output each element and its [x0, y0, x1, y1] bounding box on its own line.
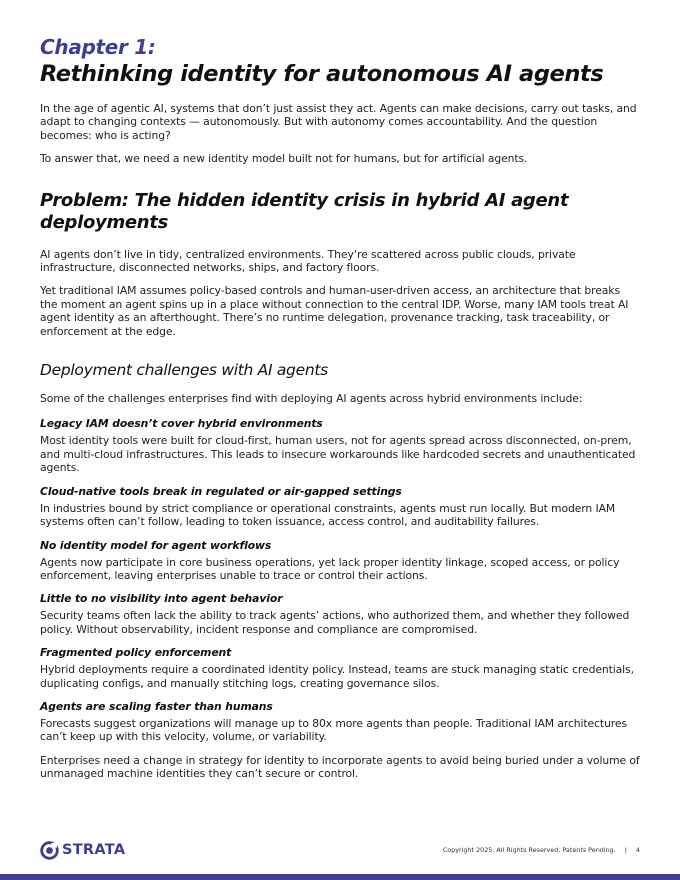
challenge-text: Security teams often lack the ability to track agents’ actions, who authorized them, and whether they followed policy. Without observability, incident response and compliance are compromised. — [40, 609, 630, 636]
closing-paragraph: Enterprises need a change in strategy for identity to incorporate agents to avoid being buried under a volume of unmanaged machine identities they can’t secure or control. — [40, 753, 640, 781]
challenge-text: Most identity tools were built for cloud-first, human users, not for agents spread across disconnected, on-prem, and multi-cloud infrastructures. This leads to insecure workarounds like hardcoded secrets and unauthenticated agents. — [40, 434, 636, 475]
intro-paragraph: To answer that, we need a new identity model built not for humans, but for artificial agents. — [40, 152, 528, 166]
deployment-heading: Deployment challenges with AI agents — [40, 361, 328, 380]
problem-heading: Problem: The hidden identity crisis in hybrid AI agent deployments — [40, 189, 569, 233]
challenge-title: No identity model for agent workflows — [40, 538, 272, 552]
challenge-item — [40, 485, 640, 529]
challenge-title: Agents are scaling faster than humans — [40, 699, 273, 713]
problem-paragraph: AI agents don’t live in tidy, centralized environments. They’re scattered across public clouds, private infrastructure, disconnected networks, ships, and factory floors. — [40, 247, 576, 275]
challenge-title: Legacy IAM doesn’t cover hybrid environments — [40, 417, 323, 431]
challenge-text: Hybrid deployments require a coordinated identity policy. Instead, teams are stuck managing static credentials, duplicating configs, and manually stitching logs, creating governance silos. — [40, 663, 634, 690]
copyright-text: Copyright 2025. All Rights Reserved, Patents Pending. — [442, 846, 616, 854]
challenge-item — [40, 646, 640, 690]
challenge-title: Cloud-native tools break in regulated or air-gapped settings — [40, 484, 402, 498]
challenge-item — [40, 700, 640, 744]
footer-separator: | — [624, 846, 627, 854]
deployment-intro: Some of the challenges enterprises find with deploying AI agents across hybrid environments include: — [40, 392, 583, 406]
challenge-text: Forecasts suggest organizations will manage up to 80x more agents than people. Traditional IAM architectures can’t keep up with this velocity, volume, or variability. — [40, 716, 627, 744]
page-content — [40, 34, 640, 791]
strata-logo — [40, 841, 125, 860]
challenge-item — [40, 539, 640, 583]
bottom-accent-bar — [0, 874, 680, 880]
page-number: 4 — [635, 846, 640, 854]
footer-info — [443, 846, 640, 854]
challenge-text: In industries bound by strict compliance or operational constraints, agents must run locally. But modern IAM systems often can’t follow, leading to token issuance, access control, and auditability failures. — [40, 501, 616, 529]
page-footer — [40, 840, 640, 860]
challenge-title: Fragmented policy enforcement — [40, 646, 232, 660]
challenge-item — [40, 592, 640, 636]
problem-paragraph: Yet traditional IAM assumes policy-based controls and human-user-driven access, an architecture that breaks the moment an agent spins up in a place without connection to the central IDP. Worse, many IAM tools treat AI agent identity as an afterthought. There’s no runtime delegation, provenance tracking, task traceability, or enforcement at the edge. — [40, 284, 629, 338]
challenge-title: Little to no visibility into agent behavior — [40, 592, 283, 606]
chapter-title: Rethinking identity for autonomous AI agents — [40, 61, 604, 87]
challenge-item — [40, 417, 640, 474]
intro-paragraph: In the age of agentic AI, systems that don’t just assist they act. Agents can make decisions, carry out tasks, and adapt to changing contexts — autonomously. But with autonomy comes accountability. And the question becomes: who is acting? — [40, 102, 637, 142]
strata-logo-icon — [40, 841, 59, 860]
logo-text: STRATA — [62, 842, 126, 858]
challenge-text: Agents now participate in core business operations, yet lack proper identity linkage, scoped access, or policy enforcement, leaving enterprises unable to trace or control their actions. — [40, 555, 620, 582]
chapter-label: Chapter 1: — [40, 35, 156, 59]
